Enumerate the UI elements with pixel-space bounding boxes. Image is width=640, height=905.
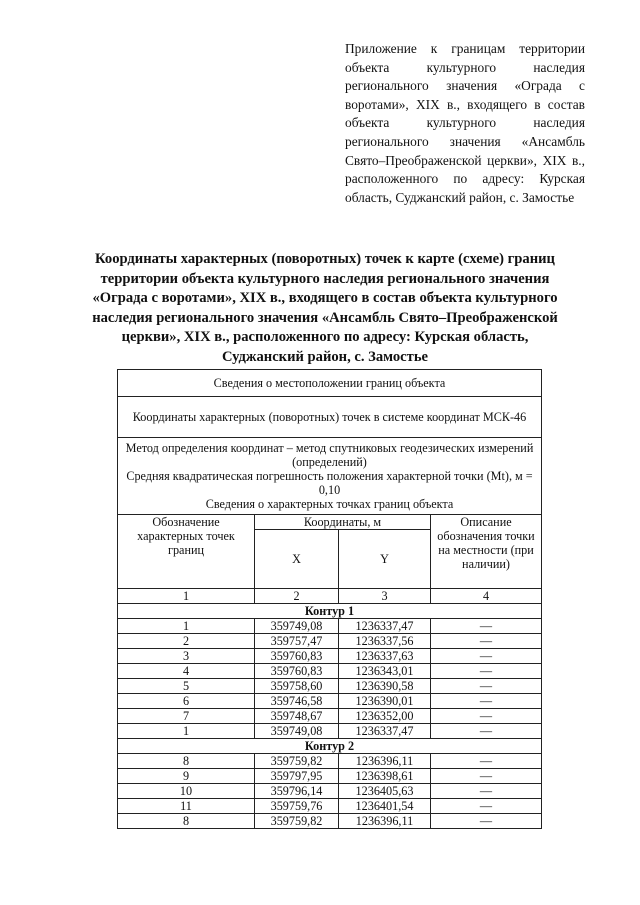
description-cell: — [431, 679, 542, 694]
document-title: Координаты характерных (поворотных) точек к карте (схеме) границ территории объекта культурного наследия регионального значения «Ограда с воротами», XIX в., входящего в состав объекта культурного наследия регионального значения «Ансамбль Свято–Преображенской церкви», XIX в., расположенного по адресу: Курская область, Суджанский район, с. Замостье [92, 251, 558, 365]
description-cell: — [431, 709, 542, 724]
point-cell: 1 [118, 724, 255, 739]
contour-1-label: Контур 1 [118, 604, 542, 619]
y-coordinate-cell: 1236352,00 [339, 709, 431, 724]
col-x-header: X [255, 530, 339, 589]
x-coordinate-cell: 359757,47 [255, 634, 339, 649]
point-cell: 4 [118, 664, 255, 679]
point-cell: 10 [118, 784, 255, 799]
point-cell: 9 [118, 769, 255, 784]
table-row [118, 814, 542, 829]
x-coordinate-cell: 359759,82 [255, 754, 339, 769]
coordinates-table [117, 369, 542, 829]
description-cell: — [431, 769, 542, 784]
table-row [118, 634, 542, 649]
col-number-1: 1 [118, 589, 255, 604]
y-coordinate-cell: 1236390,01 [339, 694, 431, 709]
x-coordinate-cell: 359759,82 [255, 814, 339, 829]
y-coordinate-cell: 1236337,47 [339, 619, 431, 634]
section-header: Сведения о местоположении границ объекта [118, 370, 542, 397]
point-cell: 11 [118, 799, 255, 814]
x-coordinate-cell: 359749,08 [255, 724, 339, 739]
col-coordinates-header: Координаты, м [255, 515, 431, 530]
col-number-3: 3 [339, 589, 431, 604]
method-header [118, 438, 542, 515]
description-cell: — [431, 724, 542, 739]
table-row [118, 754, 542, 769]
method-line-3: Сведения о характерных точках границ объекта [205, 497, 454, 511]
table-row [118, 649, 542, 664]
point-cell: 2 [118, 634, 255, 649]
table-row [118, 799, 542, 814]
x-coordinate-cell: 359796,14 [255, 784, 339, 799]
method-line-1: Метод определения координат – метод спутниковых геодезических измерений (определений) [125, 441, 534, 469]
x-coordinate-cell: 359748,67 [255, 709, 339, 724]
coord-system-header: Координаты характерных (поворотных) точек в системе координат МСК-46 [118, 397, 542, 438]
col-designation-header: Обозначение характерных точек границ [118, 515, 255, 589]
description-cell: — [431, 694, 542, 709]
col-number-4: 4 [431, 589, 542, 604]
x-coordinate-cell: 359746,58 [255, 694, 339, 709]
y-coordinate-cell: 1236337,63 [339, 649, 431, 664]
description-cell: — [431, 754, 542, 769]
y-coordinate-cell: 1236337,56 [339, 634, 431, 649]
table-row [118, 769, 542, 784]
point-cell: 8 [118, 814, 255, 829]
contour-2-label: Контур 2 [118, 739, 542, 754]
y-coordinate-cell: 1236337,47 [339, 724, 431, 739]
description-cell: — [431, 799, 542, 814]
point-cell: 7 [118, 709, 255, 724]
x-coordinate-cell: 359760,83 [255, 649, 339, 664]
table-row [118, 784, 542, 799]
y-coordinate-cell: 1236343,01 [339, 664, 431, 679]
description-cell: — [431, 664, 542, 679]
x-coordinate-cell: 359749,08 [255, 619, 339, 634]
appendix-note: Приложение к границам территории объекта культурного наследия регионального значения «Ограда с воротами», XIX в., входящего в состав объекта культурного наследия регионального значения «Ансамбль Свято–Преображенской церкви», XIX в., расположенного по адресу: Курская область, Суджанский район, с. Замостье [345, 41, 585, 205]
description-cell: — [431, 619, 542, 634]
col-description-header: Описание обозначения точки на местности (при наличии) [431, 515, 542, 589]
y-coordinate-cell: 1236401,54 [339, 799, 431, 814]
table-row [118, 679, 542, 694]
description-cell: — [431, 634, 542, 649]
point-cell: 3 [118, 649, 255, 664]
description-cell: — [431, 784, 542, 799]
table-row [118, 709, 542, 724]
point-cell: 1 [118, 619, 255, 634]
method-line-2: Средняя квадратическая погрешность положения характерной точки (Mt), м = 0,10 [126, 469, 533, 497]
y-coordinate-cell: 1236405,63 [339, 784, 431, 799]
table-row [118, 619, 542, 634]
col-number-2: 2 [255, 589, 339, 604]
point-cell: 5 [118, 679, 255, 694]
col-y-header: Y [339, 530, 431, 589]
x-coordinate-cell: 359797,95 [255, 769, 339, 784]
table-row [118, 724, 542, 739]
y-coordinate-cell: 1236398,61 [339, 769, 431, 784]
table-row [118, 664, 542, 679]
y-coordinate-cell: 1236396,11 [339, 754, 431, 769]
y-coordinate-cell: 1236390,58 [339, 679, 431, 694]
table-row [118, 694, 542, 709]
x-coordinate-cell: 359760,83 [255, 664, 339, 679]
x-coordinate-cell: 359759,76 [255, 799, 339, 814]
point-cell: 6 [118, 694, 255, 709]
description-cell: — [431, 814, 542, 829]
description-cell: — [431, 649, 542, 664]
x-coordinate-cell: 359758,60 [255, 679, 339, 694]
y-coordinate-cell: 1236396,11 [339, 814, 431, 829]
point-cell: 8 [118, 754, 255, 769]
